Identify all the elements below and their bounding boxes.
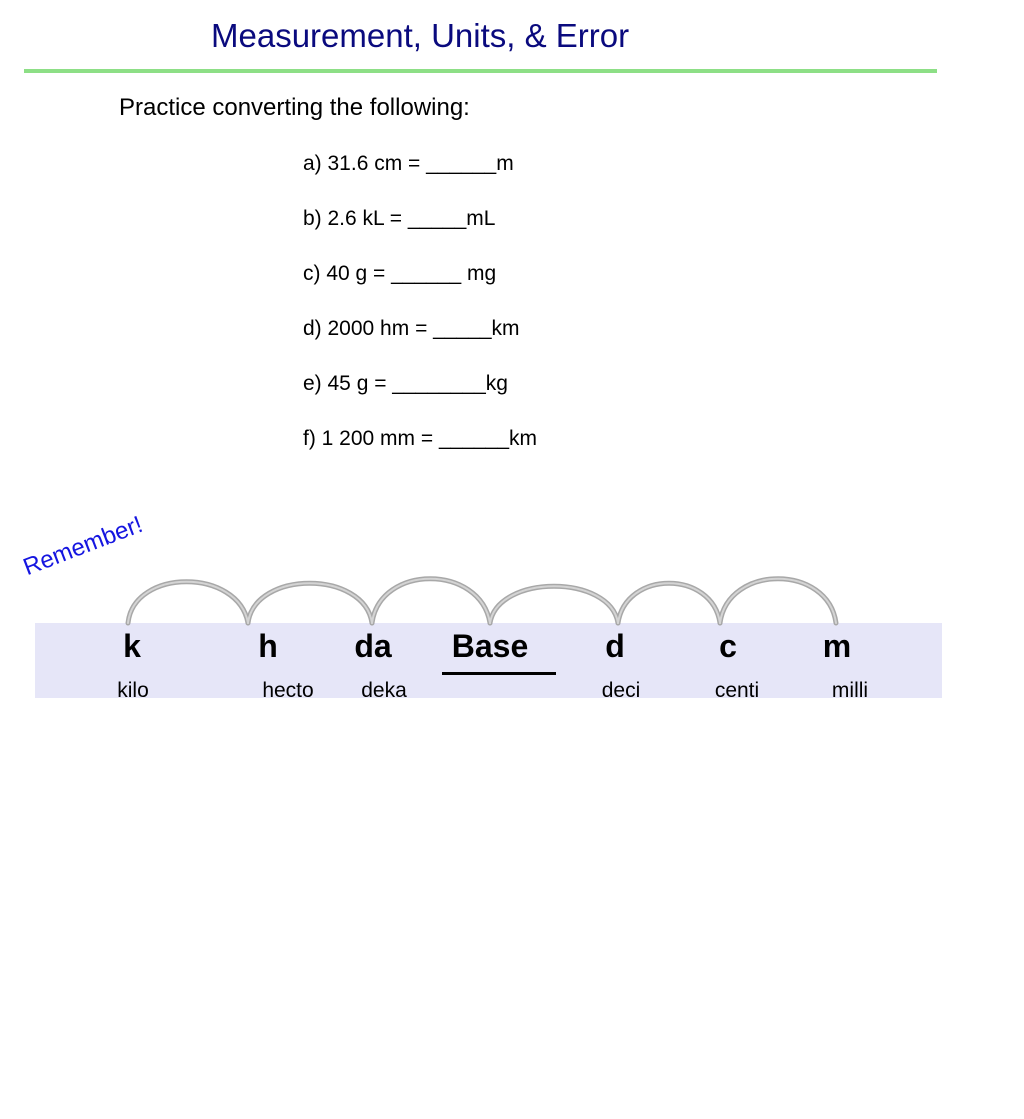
prefix-symbol-deka: da bbox=[354, 628, 392, 664]
problem-b: b) 2.6 kL = _____mL bbox=[303, 207, 496, 230]
title-divider bbox=[24, 69, 937, 73]
problem-a: a) 31.6 cm = ______m bbox=[303, 152, 514, 175]
arc-deci-centi bbox=[618, 583, 720, 623]
problem-list bbox=[303, 150, 537, 480]
prefix-symbol-kilo: k bbox=[123, 628, 141, 664]
prefix-symbol-base: Base bbox=[451, 628, 529, 664]
prefix-name-deci: deci bbox=[601, 679, 641, 702]
problem-e: e) 45 g = ________kg bbox=[303, 372, 508, 395]
remember-note: Remember! bbox=[19, 510, 147, 582]
prefix-name-deka: deka bbox=[361, 679, 407, 702]
base-underline bbox=[442, 672, 556, 675]
arc-centi-milli bbox=[720, 579, 836, 623]
instruction-text: Practice converting the following: bbox=[119, 94, 470, 121]
arc-base-deci bbox=[490, 586, 618, 623]
problem-f: f) 1 200 mm = ______km bbox=[303, 427, 538, 450]
arc-deka-base bbox=[372, 579, 490, 623]
prefix-symbol-centi: c bbox=[719, 628, 737, 664]
prefix-name-centi: centi bbox=[714, 679, 760, 702]
prefix-name-kilo: kilo bbox=[117, 679, 149, 702]
prefix-name-hecto: hecto bbox=[262, 679, 314, 702]
arc-hecto-deka bbox=[248, 583, 372, 623]
prefix-symbol-hecto: h bbox=[258, 628, 278, 664]
arc-kilo-hecto bbox=[128, 582, 248, 623]
problem-c: c) 40 g = ______ mg bbox=[303, 262, 497, 285]
prefix-name-milli: milli bbox=[831, 679, 869, 702]
prefix-symbol-milli: m bbox=[822, 628, 852, 664]
page-title: Measurement, Units, & Error bbox=[211, 17, 630, 54]
prefix-symbol-deci: d bbox=[605, 628, 625, 664]
problem-d: d) 2000 hm = _____km bbox=[303, 317, 520, 340]
